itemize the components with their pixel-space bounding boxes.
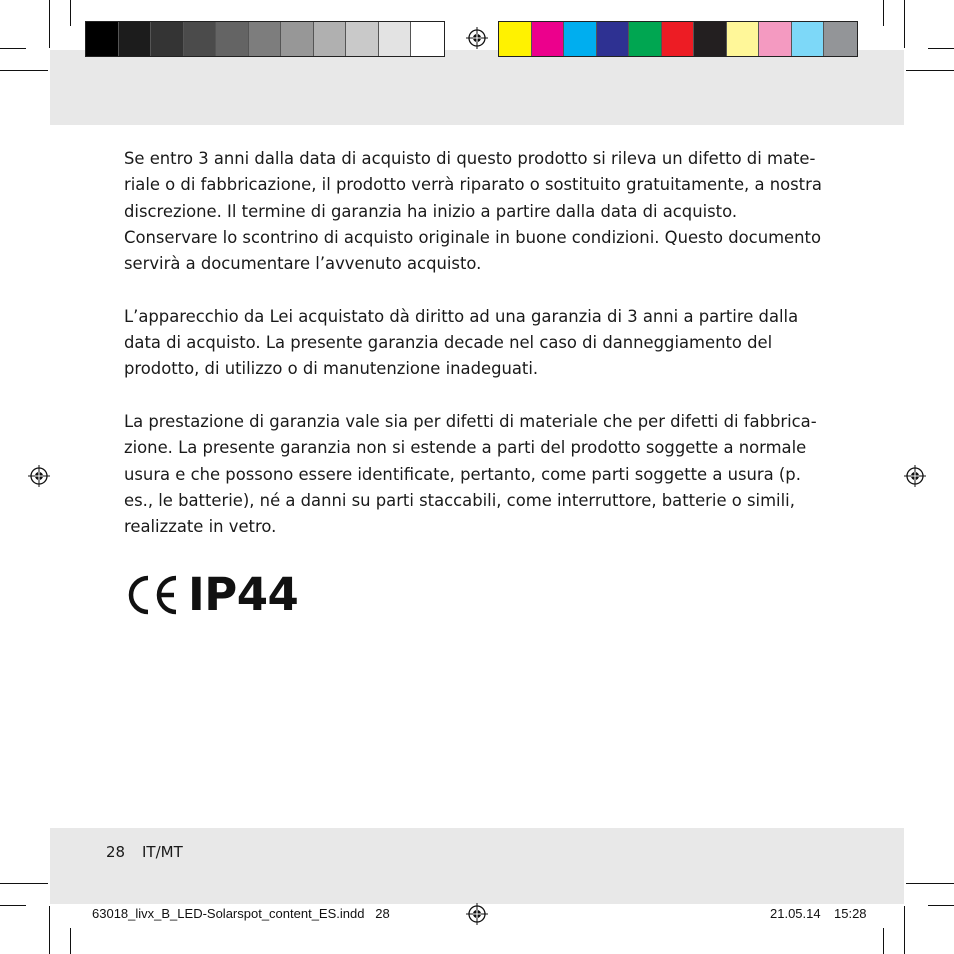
crop-mark xyxy=(0,883,48,884)
crop-mark xyxy=(49,0,50,48)
crop-mark xyxy=(70,928,71,954)
top-gray-band xyxy=(50,50,904,125)
color-swatch xyxy=(597,22,630,56)
color-swatch xyxy=(824,22,857,56)
color-swatch xyxy=(662,22,695,56)
warranty-paragraph-3: La prestazione di garanzia vale sia per difetti di materiale che per difetti di fabbrica-zione. La presente garanzia non si estende a parti del prodotto soggette a normale usura e che possono essere identificate, pertanto, come parti soggette a usura (p. es., le batterie), né a danni su parti staccabili, come interruttore, batterie o simili, realizzate in vetro. xyxy=(124,411,817,537)
crop-mark xyxy=(0,70,48,71)
registration-mark-icon xyxy=(28,465,50,487)
crop-mark xyxy=(0,905,26,906)
color-swatch xyxy=(151,22,184,56)
crop-mark xyxy=(49,906,50,954)
grayscale-color-bar xyxy=(85,21,445,57)
crop-mark xyxy=(904,0,905,48)
color-swatch xyxy=(184,22,217,56)
crop-mark xyxy=(928,905,954,906)
crop-mark xyxy=(904,906,905,954)
color-swatch xyxy=(629,22,662,56)
process-color-bar xyxy=(498,21,858,57)
color-swatch xyxy=(314,22,347,56)
crop-mark xyxy=(70,0,71,26)
certification-marks xyxy=(124,570,298,620)
slug-date: 21.05.14 xyxy=(770,906,821,921)
color-swatch xyxy=(346,22,379,56)
slug-filename: 63018_livx_B_LED-Solarspot_content_ES.indd 28 xyxy=(92,906,390,921)
crop-mark xyxy=(883,0,884,26)
color-swatch xyxy=(532,22,565,56)
crop-mark xyxy=(928,48,954,49)
registration-mark-icon xyxy=(466,27,488,49)
page-number: 28 xyxy=(106,843,126,861)
registration-mark-icon xyxy=(466,903,488,925)
color-swatch xyxy=(792,22,825,56)
locale-code: IT/MT xyxy=(142,843,183,861)
color-swatch xyxy=(86,22,119,56)
registration-mark-icon xyxy=(904,465,926,487)
color-swatch xyxy=(694,22,727,56)
color-swatch xyxy=(411,22,444,56)
bottom-gray-band xyxy=(50,828,904,904)
ip-rating: IP44 xyxy=(188,568,299,621)
color-swatch xyxy=(499,22,532,56)
slug-time: 15:28 xyxy=(834,906,867,921)
ce-marking-icon xyxy=(124,573,182,617)
crop-mark xyxy=(906,883,954,884)
color-swatch xyxy=(249,22,282,56)
crop-mark xyxy=(906,70,954,71)
color-swatch xyxy=(759,22,792,56)
color-swatch xyxy=(216,22,249,56)
color-swatch xyxy=(379,22,412,56)
warranty-text-block xyxy=(124,146,824,567)
color-swatch xyxy=(119,22,152,56)
color-swatch xyxy=(564,22,597,56)
color-swatch xyxy=(727,22,760,56)
crop-mark xyxy=(883,928,884,954)
warranty-paragraph-2: L’apparecchio da Lei acquistato dà diritto ad una garanzia di 3 anni a partire dalla data di acquisto. La presente garanzia decade nel caso di danneggiamento del prodotto, di utilizzo o di manutenzione inadeguati. xyxy=(124,306,799,379)
warranty-paragraph-1: Se entro 3 anni dalla data di acquisto di questo prodotto si rileva un difetto di mate-riale o di fabbricazione, il prodotto verrà riparato o sostituito gratuitamente, a nostra discrezione. Il termine di garanzia ha inizio a partire dalla data di acquisto. Conservare lo scontrino di acquisto originale in buone condizioni. Questo documento servirà a documentare l’avvenuto acquisto. xyxy=(124,149,822,274)
color-swatch xyxy=(281,22,314,56)
crop-mark xyxy=(0,48,26,49)
